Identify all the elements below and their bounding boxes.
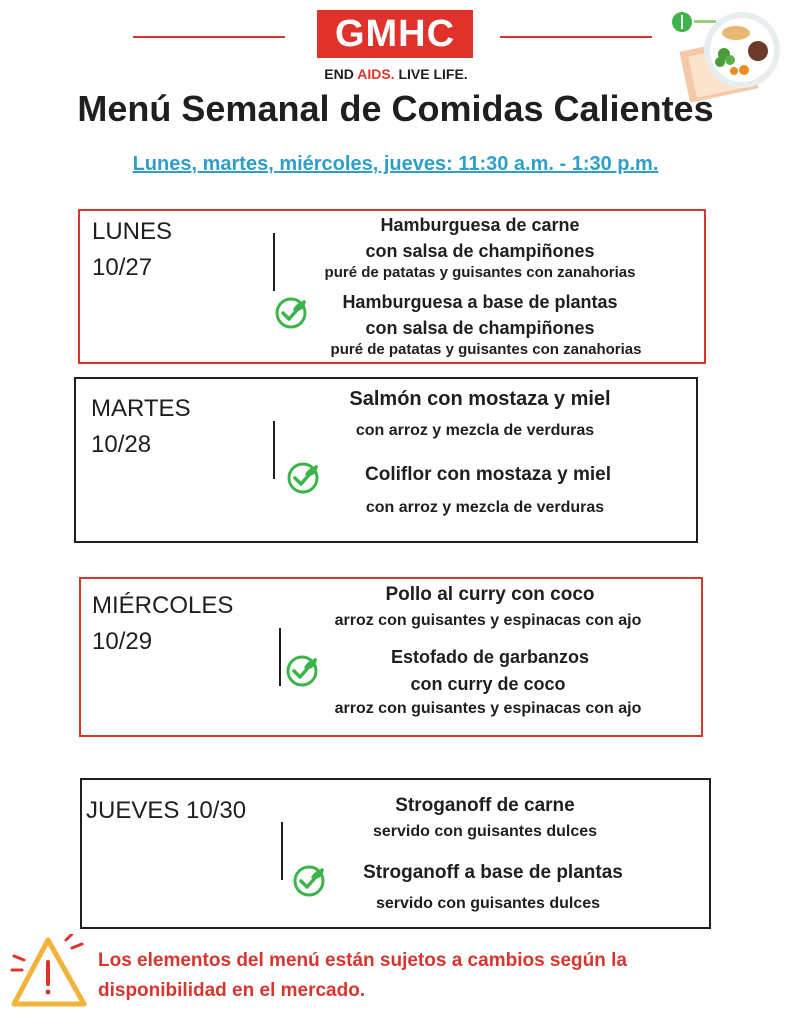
day-date: 10/27	[92, 254, 153, 281]
menu-item-sides: servido con guisantes dulces	[375, 895, 601, 912]
day-date: 10/29	[92, 628, 153, 655]
page-title: Menú Semanal de Comidas Calientes	[77, 88, 714, 129]
menu-item-sides: con arroz y mezcla de verduras	[355, 422, 595, 439]
header-rule-left	[133, 36, 285, 38]
menu-item-subtitle: con salsa de champiñones	[365, 241, 595, 261]
day-divider	[281, 822, 283, 880]
gmhc-logo: GMHC	[317, 10, 473, 58]
menu-item-subtitle: con salsa de champiñones	[365, 318, 595, 338]
logo-tagline: END AIDS. LIVE LIFE.	[324, 66, 468, 82]
header-rule-right	[500, 36, 652, 38]
day-name: MIÉRCOLES	[92, 592, 234, 619]
menu-item-subtitle: con curry de coco	[410, 674, 566, 694]
warning-icon	[8, 934, 92, 1014]
menu-item-title: Stroganoff a base de plantas	[363, 862, 623, 883]
menu-item-sides: con arroz y mezcla de verduras	[365, 499, 605, 516]
menu-item-sides: puré de patatas y guisantes con zanahorias	[330, 341, 642, 358]
menu-item-sides: puré de patatas y guisantes con zanahorias	[324, 264, 636, 281]
menu-item-sides: servido con guisantes dulces	[372, 823, 598, 840]
menu-item-sides: arroz con guisantes y espinacas con ajo	[334, 700, 642, 717]
menu-item-title: Hamburguesa a base de plantas	[342, 292, 618, 312]
menu-item-title: Estofado de garbanzos	[390, 647, 590, 667]
menu-item-title: Coliflor con mostaza y miel	[365, 464, 611, 485]
day-name: LUNES	[92, 218, 173, 245]
service-hours: Lunes, martes, miércoles, jueves: 11:30 a.m. - 1:30 p.m.	[132, 153, 659, 175]
day-divider	[273, 421, 275, 479]
day-name: JUEVES 10/30	[86, 797, 247, 824]
day-date: 10/28	[91, 431, 152, 458]
day-divider	[279, 628, 281, 686]
availability-notice: Los elementos del menú están sujetos a cambios según la disponibilidad en el mercado.	[98, 950, 627, 1001]
menu-item-sides: arroz con guisantes y espinacas con ajo	[334, 612, 642, 629]
day-divider	[273, 233, 275, 291]
menu-item-title: Hamburguesa de carne	[380, 215, 580, 235]
menu-item-title: Stroganoff de carne	[395, 795, 575, 816]
day-name: MARTES	[91, 395, 191, 422]
menu-item-title: Salmón con mostaza y miel	[349, 388, 611, 410]
menu-item-title: Pollo al curry con coco	[385, 584, 595, 605]
